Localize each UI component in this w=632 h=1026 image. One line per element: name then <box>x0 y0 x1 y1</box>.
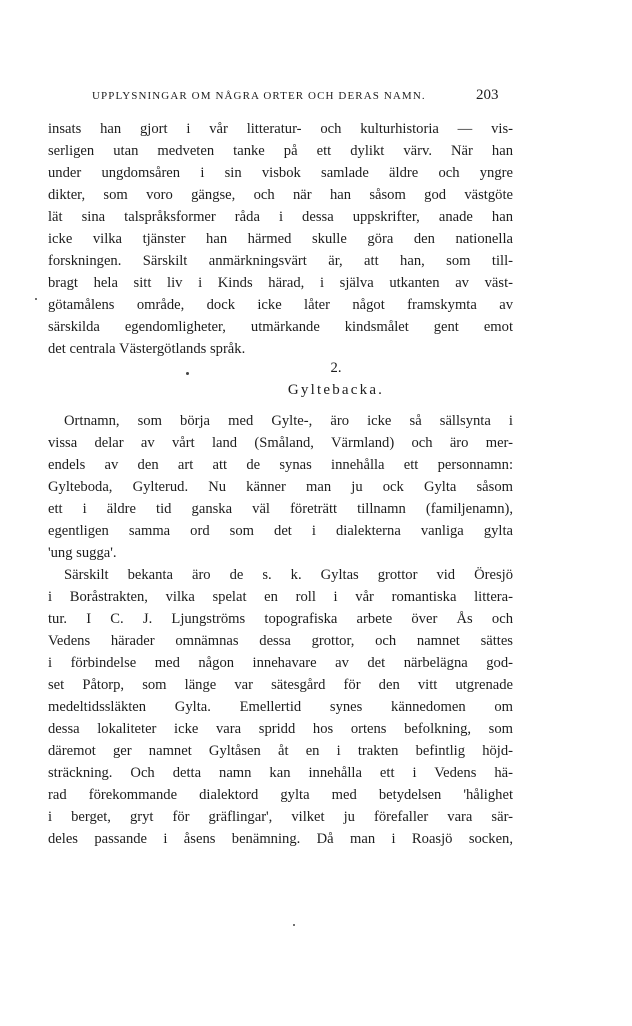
text-line: icke vilka tjänster han härmed skulle göra den nationella <box>48 231 513 247</box>
text-line: under ungdomsåren i sin visbok samlade äldre och yngre <box>48 165 513 181</box>
text-line: endels av den art att de synas innehålla ett personnamn: <box>48 457 513 473</box>
text-line: egentligen samma ord som det i dialekterna vanliga gylta <box>48 523 513 539</box>
text-line: i Boråstrakten, vilka spelat en roll i vår romantiska littera- <box>48 589 513 605</box>
text-line: i förbindelse med någon innehavare av det närbelägna god- <box>48 655 513 671</box>
text-line: götamålens område, dock icke låter något framskymta av <box>48 297 513 313</box>
text-line: Vedens härader omnämnas dessa grottor, och namnet sättes <box>48 633 513 649</box>
text-line: medeltidssläkten Gylta. Emellertid synes kännedomen om <box>48 699 513 715</box>
text-line: däremot ger namnet Gyltåsen åt en i trakten befintlig höjd- <box>48 743 513 759</box>
text-line: i berget, gryt för gräflingar', vilket ju förefaller vara sär- <box>48 809 513 825</box>
text-line: forskningen. Särskilt anmärkningsvärt är, att han, som till- <box>48 253 513 269</box>
text-line: set Påtorp, som länge var sätesgård för den vitt utgrenade <box>48 677 513 693</box>
text-line: 'ung sugga'. <box>48 545 117 561</box>
text-line: sträckning. Och detta namn kan innehålla ett i Vedens hä- <box>48 765 513 781</box>
text-line: serligen utan medveten tanke på ett dylikt värv. När han <box>48 143 513 159</box>
text-line: Ortnamn, som börja med Gylte-, äro icke så sällsynta i <box>64 413 513 429</box>
speck-mark <box>35 298 37 300</box>
section-number: 2. <box>330 360 342 376</box>
speck-mark <box>293 924 295 926</box>
text-line: rad förekommande dialektord gylta med betydelsen 'hålighet <box>48 787 513 803</box>
running-head: UPPLYSNINGAR OM NÅGRA ORTER OCH DERAS NAMN. <box>92 90 426 102</box>
text-line: lät sina talspråksformer råda i dessa uppskrifter, anade han <box>48 209 513 225</box>
text-line: dikter, som voro gängse, och när han såsom god västgöte <box>48 187 513 203</box>
text-line: tur. I C. J. Ljungströms topografiska arbete över Ås och <box>48 611 513 627</box>
page-number: 203 <box>476 87 499 103</box>
text-line: det centrala Västergötlands språk. <box>48 341 246 357</box>
text-line: insats han gjort i vår litteratur- och kulturhistoria — vis- <box>48 121 513 137</box>
text-line: dessa lokaliteter icke vara spridd hos ortens befolkning, som <box>48 721 513 737</box>
text-line: Gylteboda, Gylterud. Nu känner man ju ock Gylta såsom <box>48 479 513 495</box>
text-line: ett i äldre tid ganska väl företrätt tillnamn (familjenamn), <box>48 501 513 517</box>
text-line: särskilda egendomligheter, utmärkande kindsmålet gent emot <box>48 319 513 335</box>
text-line: vissa delar av vårt land (Småland, Värmland) och äro mer- <box>48 435 513 451</box>
section-title: Gyltebacka. <box>287 382 385 398</box>
text-line: Särskilt bekanta äro de s. k. Gyltas grottor vid Öresjö <box>64 567 513 583</box>
text-line: bragt hela sitt liv i Kinds härad, i själva utkanten av väst- <box>48 275 513 291</box>
text-line: deles passande i åsens benämning. Då man i Roasjö socken, <box>48 831 513 847</box>
